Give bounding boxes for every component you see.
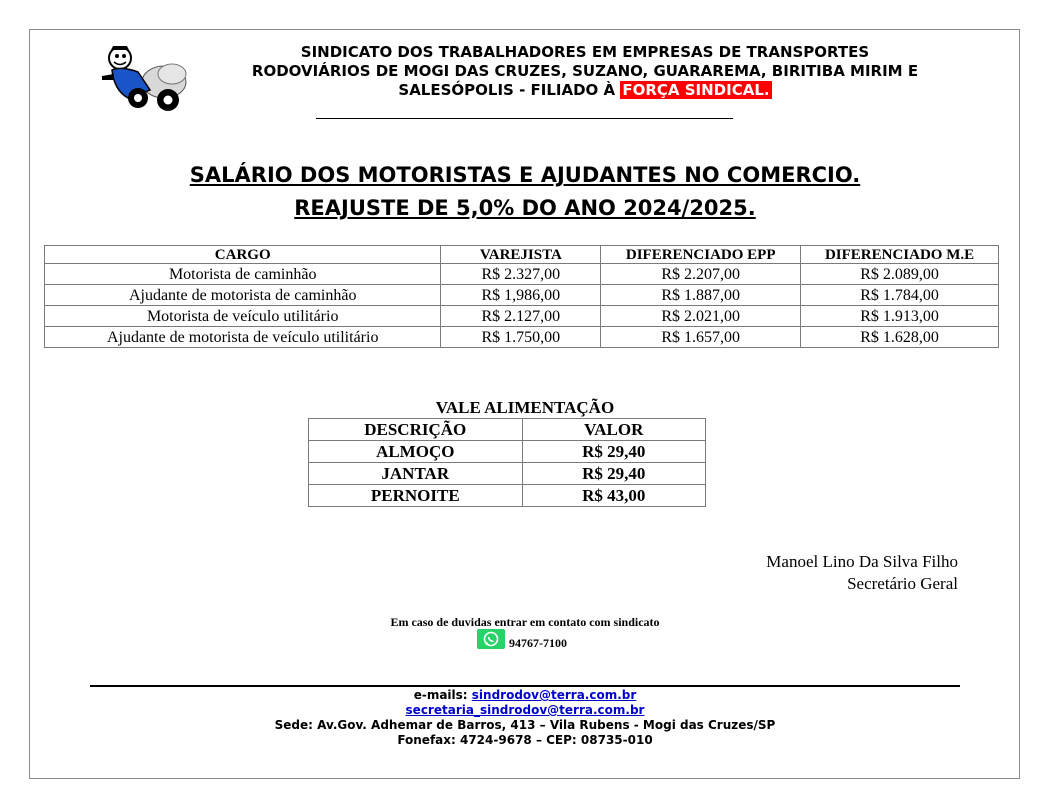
footer-email-secondary (200, 703, 850, 718)
cell-varejista: R$ 2.327,00 (441, 264, 601, 285)
column-header-valor: VALOR (522, 419, 705, 441)
salary-table (44, 245, 999, 348)
footer (200, 688, 850, 748)
table-row (45, 285, 999, 306)
vale-alimentacao-title: VALE ALIMENTAÇÃO (435, 398, 615, 417)
cell-varejista: R$ 1.750,00 (441, 327, 601, 348)
header-divider (316, 118, 733, 119)
table-row (309, 485, 706, 507)
cell-diferenciado-epp: R$ 1.657,00 (601, 327, 801, 348)
cell-diferenciado-epp: R$ 1.887,00 (601, 285, 801, 306)
footer-fonefax: Fonefax: 4724-9678 – CEP: 08735-010 (397, 733, 653, 747)
footer-address: Sede: Av.Gov. Adhemar de Barros, 413 – Vila Rubens - Mogi das Cruzes/SP (274, 718, 776, 732)
table-row (45, 306, 999, 327)
header-line-2: RODOVIÁRIOS DE MOGI DAS CRUZES, SUZANO, GUARAREMA, BIRITIBA MIRIM E (251, 62, 919, 80)
cell-descricao: PERNOITE (309, 485, 523, 507)
cell-diferenciado-me: R$ 2.089,00 (801, 264, 999, 285)
header-line-1: SINDICATO DOS TRABALHADORES EM EMPRESAS DE TRANSPORTES (300, 43, 870, 61)
column-header-descricao: DESCRIÇÃO (309, 419, 523, 441)
signatory-role: Secretário Geral (847, 574, 958, 593)
forca-sindical-highlight: FORÇA SINDICAL. (622, 81, 770, 99)
cell-cargo: Ajudante de motorista de veículo utilitário (45, 327, 441, 348)
salary-table-header (45, 246, 999, 264)
union-header (205, 43, 965, 100)
header-line-3-prefix: SALESÓPOLIS - FILIADO À (398, 81, 621, 99)
footer-divider (90, 685, 960, 687)
page-subtitle: REAJUSTE DE 5,0% DO ANO 2024/2025. (294, 196, 756, 220)
column-header-cargo: CARGO (45, 246, 441, 264)
cell-varejista: R$ 1,986,00 (441, 285, 601, 306)
email-link-secretaria[interactable]: secretaria_sindrodov@terra.com.br (405, 703, 645, 717)
signatory-name: Manoel Lino Da Silva Filho (766, 552, 958, 571)
table-row (45, 264, 999, 285)
cell-cargo: Ajudante de motorista de caminhão (45, 285, 441, 306)
cell-descricao: ALMOÇO (309, 441, 523, 463)
cell-cargo: Motorista de caminhão (45, 264, 441, 285)
cell-descricao: JANTAR (309, 463, 523, 485)
cell-diferenciado-epp: R$ 2.207,00 (601, 264, 801, 285)
cell-diferenciado-me: R$ 1.913,00 (801, 306, 999, 327)
page-title: SALÁRIO DOS MOTORISTAS E AJUDANTES NO COMERCIO. (189, 163, 861, 187)
table-row (309, 463, 706, 485)
union-mascot-logo (98, 42, 190, 118)
contact-phone: 94767-7100 (509, 636, 567, 650)
emails-label: e-mails: (413, 688, 472, 702)
cell-diferenciado-me: R$ 1.628,00 (801, 327, 999, 348)
cell-diferenciado-epp: R$ 2.021,00 (601, 306, 801, 327)
footer-emails (200, 688, 850, 703)
cell-valor: R$ 29,40 (522, 441, 705, 463)
cell-varejista: R$ 2.127,00 (441, 306, 601, 327)
vale-table-header (309, 419, 706, 441)
email-link-primary[interactable]: sindrodov@terra.com.br (471, 688, 637, 702)
cell-cargo: Motorista de veículo utilitário (45, 306, 441, 327)
vale-alimentacao-table (308, 418, 706, 507)
header-line-3 (205, 81, 965, 100)
cell-valor: R$ 43,00 (522, 485, 705, 507)
cell-diferenciado-me: R$ 1.784,00 (801, 285, 999, 306)
contact-note: Em caso de duvidas entrar em contato com sindicato (390, 615, 660, 629)
cell-valor: R$ 29,40 (522, 463, 705, 485)
table-row (45, 327, 999, 348)
column-header-diferenciado-me: DIFERENCIADO M.E (801, 246, 999, 264)
column-header-varejista: VAREJISTA (441, 246, 601, 264)
whatsapp-icon (477, 629, 505, 649)
column-header-diferenciado-epp: DIFERENCIADO EPP (601, 246, 801, 264)
table-row (309, 441, 706, 463)
